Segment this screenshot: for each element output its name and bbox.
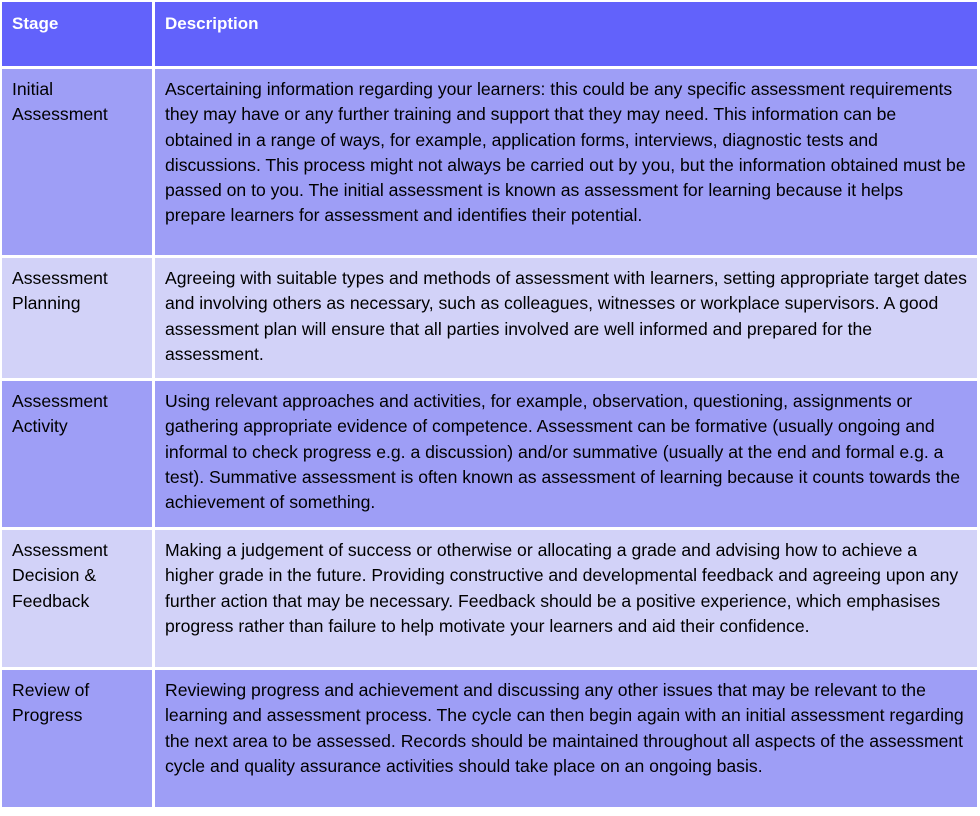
description-cell: Making a judgement of success or otherwise or allocating a grade and advising how to achieve a higher grade in the future. Providing constructive and developmental feedback and agreeing upon any further action that may be necessary. Feedback should be a positive experience, which emphasises progress rather than failure to help motivate your learners and aid their confidence. [155,530,977,667]
table-row [0,381,980,527]
table-row [0,670,980,807]
description-cell: Reviewing progress and achievement and discussing any other issues that may be relevant to the learning and assessment process. The cycle can then begin again with an initial assessment regarding the next area to be assessed. Records should be maintained throughout all aspects of the assessment cycle and quality assurance activities should take place on an ongoing basis. [155,670,977,807]
table-row [0,530,980,667]
description-cell: Ascertaining information regarding your learners: this could be any specific assessment requirements they may have or any further training and support that they may need. This information can be obtained in a range of ways, for example, application forms, interviews, diagnostic tests and discussions. This process might not always be carried out by you, but the information obtained must be passed on to you. The initial assessment is known as assessment for learning because it helps prepare learners for assessment and identifies their potential. [155,69,977,255]
stage-cell: Assessment Planning [2,258,152,378]
header-description: Description [155,2,977,66]
table-row [0,258,980,378]
stage-cell: Assessment Decision & Feedback [2,530,152,667]
table-header-row [0,2,980,66]
stage-cell: Initial Assessment [2,69,152,255]
table-row [0,69,980,255]
stage-cell: Assessment Activity [2,381,152,527]
description-cell: Using relevant approaches and activities, for example, observation, questioning, assignments or gathering appropriate evidence of competence. Assessment can be formative (usually ongoing and informal to check progress e.g. a discussion) and/or summative (usually at the end and formal e.g. a test). Summative assessment is often known as assessment of learning because it counts towards the achievement of something. [155,381,977,527]
stage-cell: Review of Progress [2,670,152,807]
header-stage: Stage [2,2,152,66]
description-cell: Agreeing with suitable types and methods of assessment with learners, setting appropriate target dates and involving others as necessary, such as colleagues, witnesses or workplace supervisors. A good assessment plan will ensure that all parties involved are well informed and prepared for the assessment. [155,258,977,378]
